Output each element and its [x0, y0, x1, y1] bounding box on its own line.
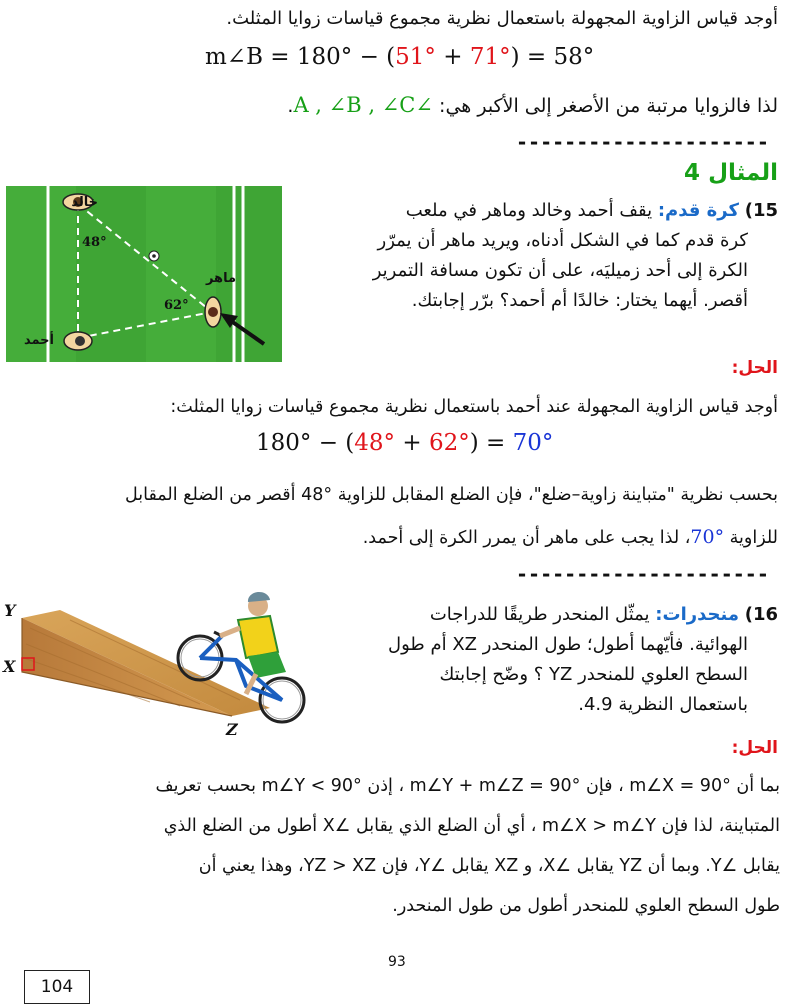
ramp-figure	[0, 588, 320, 738]
solution-1-label: الحل:	[731, 358, 778, 378]
q16-line-1: الهوائية. فأيّهما أطول؛ طول المنحدر XZ أم طول	[388, 634, 748, 655]
order-end: .	[287, 95, 294, 117]
intro-text: أوجد قياس الزاوية المجهولة باستعمال نظرية مجموع قياسات زوايا المثلث.	[226, 8, 778, 29]
s1-eq-result: 70°	[512, 430, 554, 456]
s1-para2-value: °70	[690, 526, 725, 548]
eq-plus: +	[435, 44, 470, 70]
page-number: 93	[388, 954, 406, 970]
label-Y: Y	[4, 601, 16, 620]
question-16	[308, 600, 778, 720]
eq-lhs: m∠B = 180° − (	[205, 44, 396, 70]
q15-topic: كرة قدم:	[657, 200, 739, 221]
solution-1-para-1: بحسب نظرية "متباينة زاوية–ضلع"، فإن الضلع المقابل للزاوية °48 أقصر من الضلع المقابل	[124, 485, 778, 505]
intro-order	[8, 92, 778, 119]
s1-eq-lhs: 180° − (	[256, 430, 355, 456]
example-15	[258, 196, 778, 316]
s2-line-2: يقابل ∠Y. وبما أن YZ يقابل ∠X، و XZ يقابل ∠Y، فإن YZ > XZ، وهذا يعني أن	[198, 856, 780, 876]
order-angles: ∠A , ∠B , ∠C	[293, 93, 433, 117]
q16-line-2: السطح العلوي للمنحدر YZ ؟ وضّح إجابتك	[439, 664, 748, 685]
solution-1-para-2	[3, 524, 778, 551]
q15-line-3: أقصر. أيهما يختار: خالدًا أم أحمد؟ برّر إجابتك.	[411, 290, 748, 311]
q16-number: 16)	[744, 604, 778, 625]
separator-2: ---------------------	[516, 562, 769, 586]
q16-first-line	[308, 600, 778, 630]
player-maher	[205, 297, 221, 327]
soccer-field-figure	[6, 186, 282, 362]
q16-line-3: باستعمال النظرية 4.9.	[578, 694, 748, 715]
eq-angle-b: 71°	[469, 44, 511, 70]
q15-line-0: يقف أحمد وخالد وماهر في ملعب	[405, 200, 653, 221]
label-ahmed: أحمد	[23, 333, 54, 348]
q15-first-line	[258, 196, 778, 226]
separator-1: ---------------------	[516, 130, 769, 154]
s1-eq-plus: +	[395, 430, 429, 456]
intro-equation	[205, 44, 594, 70]
q15-line-1: كرة قدم كما في الشكل أدناه، ويريد ماهر أن يمرّر	[377, 230, 748, 251]
q16-topic: منحدرات:	[655, 604, 739, 625]
label-angle-62: 62°	[164, 298, 189, 313]
player-ahmed	[64, 332, 92, 350]
label-angle-48: 48°	[82, 235, 107, 250]
s2-line-1: المتباينة، لذا فإن m∠X > m∠Y ، أي أن الضلع الذي يقابل ∠X أطول من الضلع الذي	[163, 816, 780, 836]
label-maher: ماهر	[205, 271, 236, 286]
label-Z: Z	[226, 720, 238, 738]
s2-line-3: طول السطح العلوي للمنحدر أطول من طول المنحدر.	[392, 896, 780, 916]
eq-rhs: ) = 58°	[510, 44, 595, 70]
s1-eq-mid: ) =	[469, 430, 513, 456]
label-khalid: خالد	[71, 195, 98, 210]
q16-line-0: يمثّل المنحدر طريقًا للدراجات	[429, 604, 650, 625]
s1-para2-a: للزاوية	[724, 528, 778, 548]
order-text: لذا فالزوايا مرتبة من الأصغر إلى الأكبر هي:	[439, 95, 778, 117]
soccer-ball-icon	[149, 251, 159, 261]
eq-angle-a: 51°	[395, 44, 436, 70]
solution-1-text: أوجد قياس الزاوية المجهولة عند أحمد باستعمال نظرية مجموع قياسات زوايا المثلث:	[170, 397, 778, 417]
solution-2-label: الحل:	[731, 738, 778, 758]
example-title: المثال 4	[684, 160, 778, 186]
solution-1-equation	[256, 430, 553, 456]
q15-number: 15)	[744, 200, 778, 221]
s1-para2-b: ، لذا يجب على ماهر أن يمرر الكرة إلى أحمد.	[362, 528, 691, 548]
box-page-number: 104	[24, 970, 90, 1004]
s1-eq-a: 48°	[354, 430, 396, 456]
s1-eq-b: 62°	[428, 430, 470, 456]
q15-line-2: الكرة إلى أحد زميليَه، على أن تكون مسافة التمرير	[372, 260, 748, 281]
label-X: X	[3, 657, 16, 676]
solution-2-body	[6, 766, 780, 926]
s2-line-0: بما أن m∠X = 90° ، فإن m∠Y + m∠Z = 90° ، إذن m∠Y < 90° بحسب تعريف	[155, 776, 780, 796]
